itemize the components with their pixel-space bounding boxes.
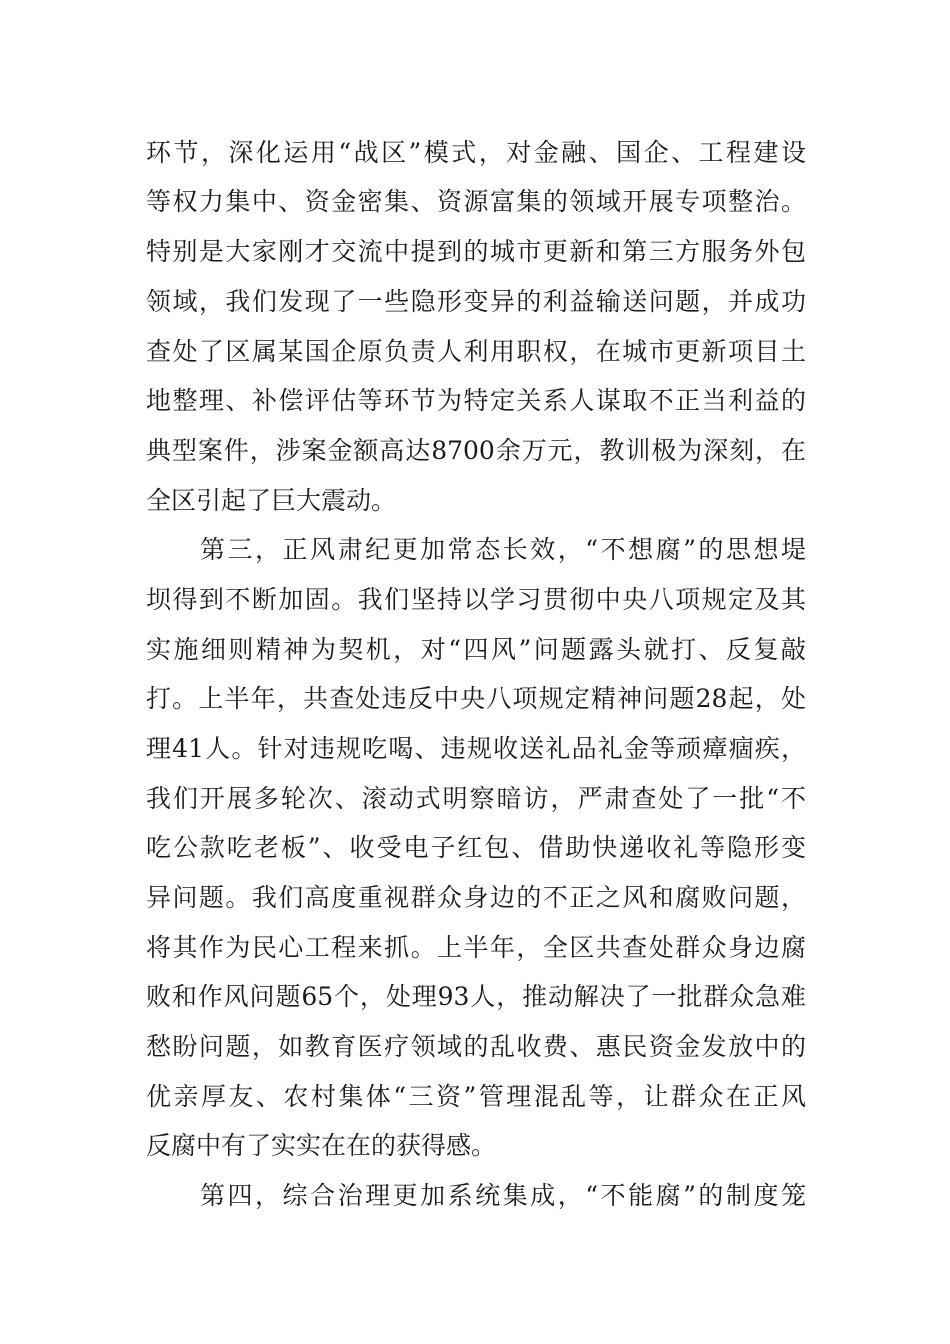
body-text-line: 领域，我们发现了一些隐形变异的利益输送问题，并成功 — [146, 287, 806, 316]
body-text-line: 环节，深化运用“战区”模式，对金融、国企、工程建设 — [146, 138, 806, 167]
body-text-line: 异问题。我们高度重视群众身边的不正之风和腐败问题， — [146, 883, 806, 912]
body-text-line: 理41人。针对违规吃喝、违规收送礼品礼金等顽瘴痼疾， — [146, 734, 806, 763]
body-text-line: 等权力集中、资金密集、资源富集的领域开展专项整治。 — [146, 187, 806, 216]
paragraph-heading-line: 第三，正风肃纪更加常态长效，“不想腐”的思想堤 — [200, 535, 806, 564]
body-text-line: 败和作风问题65个，处理93人，推动解决了一批群众急难 — [146, 982, 806, 1011]
body-text-line: 坝得到不断加固。我们坚持以学习贯彻中央八项规定及其 — [146, 585, 806, 614]
body-text-line: 优亲厚友、农村集体“三资”管理混乱等，让群众在正风 — [146, 1082, 806, 1111]
body-text-line: 将其作为民心工程来抓。上半年，全区共查处群众身边腐 — [146, 933, 806, 962]
body-text-line: 特别是大家刚才交流中提到的城市更新和第三方服务外包 — [146, 237, 806, 266]
body-text-line: 全区引起了巨大震动。 — [146, 486, 397, 515]
body-text-line: 地整理、补偿评估等环节为特定关系人谋取不正当利益的 — [146, 386, 806, 415]
body-text-line: 典型案件，涉案金额高达8700余万元，教训极为深刻，在 — [146, 436, 806, 465]
body-text-line: 打。上半年，共查处违反中央八项规定精神问题28起，处 — [146, 684, 806, 713]
paragraph-heading-line: 第四，综合治理更加系统集成，“不能腐”的制度笼 — [200, 1181, 806, 1210]
body-text-line: 反腐中有了实实在在的获得感。 — [146, 1131, 497, 1160]
body-text-line: 查处了区属某国企原负责人利用职权，在城市更新项目土 — [146, 337, 806, 366]
body-text-line: 我们开展多轮次、滚动式明察暗访，严肃查处了一批“不 — [146, 784, 806, 813]
body-text-line: 愁盼问题，如教育医疗领域的乱收费、惠民资金发放中的 — [146, 1032, 806, 1061]
body-text-line: 吃公款吃老板”、收受电子红包、借助快递收礼等隐形变 — [146, 833, 806, 862]
body-text-line: 实施细则精神为契机，对“四风”问题露头就打、反复敲 — [146, 635, 806, 664]
